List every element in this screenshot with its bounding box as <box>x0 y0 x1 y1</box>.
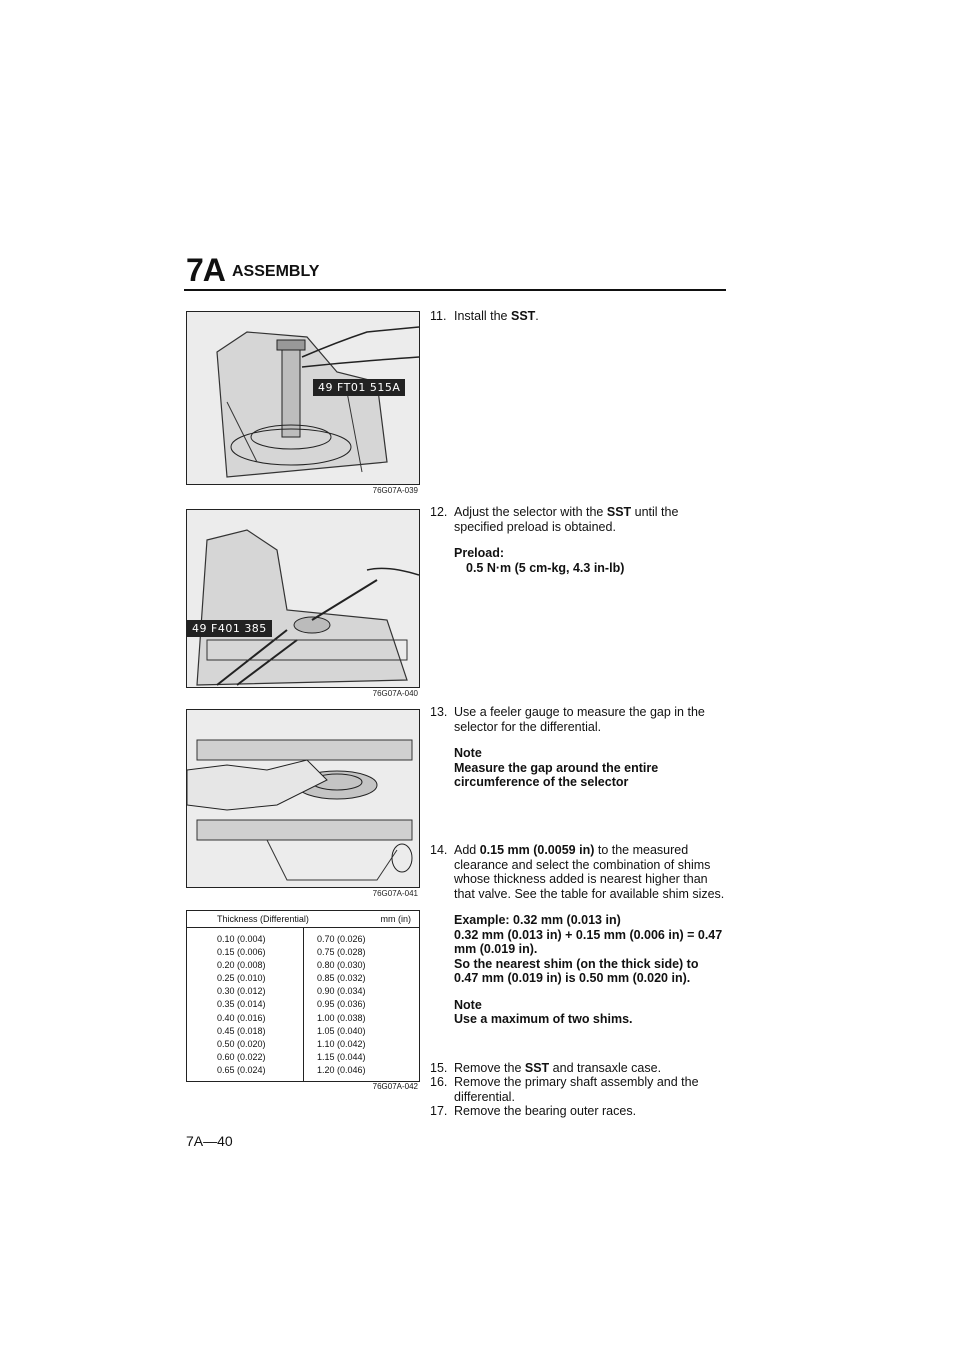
step-text-bold: SST <box>524 1061 550 1075</box>
table-cell: 0.95 (0.036) <box>317 999 366 1010</box>
step-17 <box>430 1104 726 1119</box>
example-line-1: Example: 0.32 mm (0.013 in) <box>454 913 621 927</box>
step-number: 13. <box>430 705 448 719</box>
step-text: Install the <box>454 309 511 323</box>
table-cell: 0.20 (0.008) <box>217 960 266 971</box>
shim-thickness-table <box>186 910 420 1082</box>
step-14 <box>430 843 726 1027</box>
step-text: Use a feeler gauge to measure the gap in the selector for the differential. <box>454 705 705 734</box>
step-number: 15. <box>430 1061 448 1075</box>
figure-code: 76G07A-039 <box>372 486 418 495</box>
table-cell: 1.05 (0.040) <box>317 1025 366 1036</box>
note-label: Note <box>454 997 482 1012</box>
note-label: Note <box>454 746 482 760</box>
preload-label: Preload: <box>454 546 505 560</box>
figure-sst-install-illustration <box>187 312 419 484</box>
step-13 <box>430 705 726 790</box>
step-text: and transaxle case. <box>549 1061 662 1075</box>
table-cell: 0.40 (0.016) <box>217 1012 266 1023</box>
figure-selector-adjust <box>186 509 420 688</box>
figure-code: 76G07A-041 <box>372 889 418 898</box>
table-divider <box>303 927 304 1081</box>
table-cell: 0.90 (0.034) <box>317 986 366 997</box>
table-cell: 0.75 (0.028) <box>317 947 366 958</box>
note-text: Use a maximum of two shims. <box>454 1012 633 1026</box>
table-cell: 0.65 (0.024) <box>217 1064 266 1075</box>
table-cell: 1.00 (0.038) <box>317 1012 366 1023</box>
step-number: 12. <box>430 505 448 519</box>
step-text: to the measured clearance and select the combination of shims whose thickness added is nearest higher than that valve. See the table for available shim sizes. <box>454 843 725 901</box>
figure-code: 76G07A-040 <box>372 689 418 698</box>
table-header <box>187 911 419 928</box>
table-cell: 0.50 (0.020) <box>217 1038 266 1049</box>
step-text-bold: SST <box>606 505 632 519</box>
step-number: 16. <box>430 1075 448 1089</box>
note-text: Measure the gap around the entire circumference of the selector <box>454 760 659 789</box>
step-12 <box>430 505 726 575</box>
step-11 <box>430 309 726 324</box>
table-cell: 0.85 (0.032) <box>317 973 366 984</box>
step-number: 17. <box>430 1104 448 1118</box>
table-cell: 0.60 (0.022) <box>217 1051 266 1062</box>
table-cell: 0.25 (0.010) <box>217 973 266 984</box>
step-text-bold: 0.15 mm (0.0059 in) <box>479 843 595 857</box>
table-cell: 0.35 (0.014) <box>217 999 266 1010</box>
table-cell: 0.45 (0.018) <box>217 1025 266 1036</box>
step-text: Add <box>454 843 480 857</box>
table-header-left: Thickness (Differential) <box>217 914 309 924</box>
step-text: Adjust the selector with the <box>454 505 607 519</box>
step-text-bold: SST <box>510 309 536 323</box>
table-cell: 1.20 (0.046) <box>317 1064 366 1075</box>
tool-label-tag: 49 FT01 515A <box>313 379 405 396</box>
step-text: Remove the primary shaft assembly and the differential. <box>454 1075 699 1104</box>
figure-feeler-gauge-illustration <box>187 710 419 887</box>
example-line-3: So the nearest shim (on the thick side) to 0.47 mm (0.019 in) is 0.50 mm (0.020 in). <box>454 956 699 985</box>
step-number: 14. <box>430 843 448 857</box>
figure-sst-install <box>186 311 420 485</box>
step-16 <box>430 1075 726 1104</box>
step-text: Remove the bearing outer races. <box>454 1104 637 1118</box>
figure-feeler-gauge <box>186 709 420 888</box>
table-code: 76G07A-042 <box>372 1082 418 1091</box>
step-text: . <box>535 309 539 323</box>
table-cell: 1.15 (0.044) <box>317 1051 366 1062</box>
table-cell: 0.70 (0.026) <box>317 934 366 944</box>
tool-label-tag: 49 F401 385 <box>187 620 272 637</box>
section-number: 7A <box>186 252 225 288</box>
table-column-right <box>317 933 366 1077</box>
table-cell: 0.80 (0.030) <box>317 960 366 971</box>
table-column-left <box>217 933 266 1077</box>
step-15 <box>430 1061 726 1076</box>
step-text: Remove the <box>454 1061 525 1075</box>
step-text: until the specified preload is obtained. <box>454 505 679 534</box>
header-rule <box>184 289 726 291</box>
section-title: ASSEMBLY <box>232 263 320 280</box>
table-header-right: mm (in) <box>380 914 411 924</box>
table-cell: 0.10 (0.004) <box>217 934 266 944</box>
step-number: 11. <box>430 309 447 323</box>
table-cell: 0.15 (0.006) <box>217 947 266 958</box>
example-line-2: 0.32 mm (0.013 in) + 0.15 mm (0.006 in) = 0.47 mm (0.019 in). <box>454 927 723 956</box>
table-cell: 0.30 (0.012) <box>217 986 266 997</box>
figure-selector-adjust-illustration <box>187 510 419 687</box>
page-number: 7A—40 <box>186 1133 233 1149</box>
preload-value: 0.5 N·m (5 cm-kg, 4.3 in-lb) <box>466 560 625 575</box>
table-cell: 1.10 (0.042) <box>317 1038 366 1049</box>
